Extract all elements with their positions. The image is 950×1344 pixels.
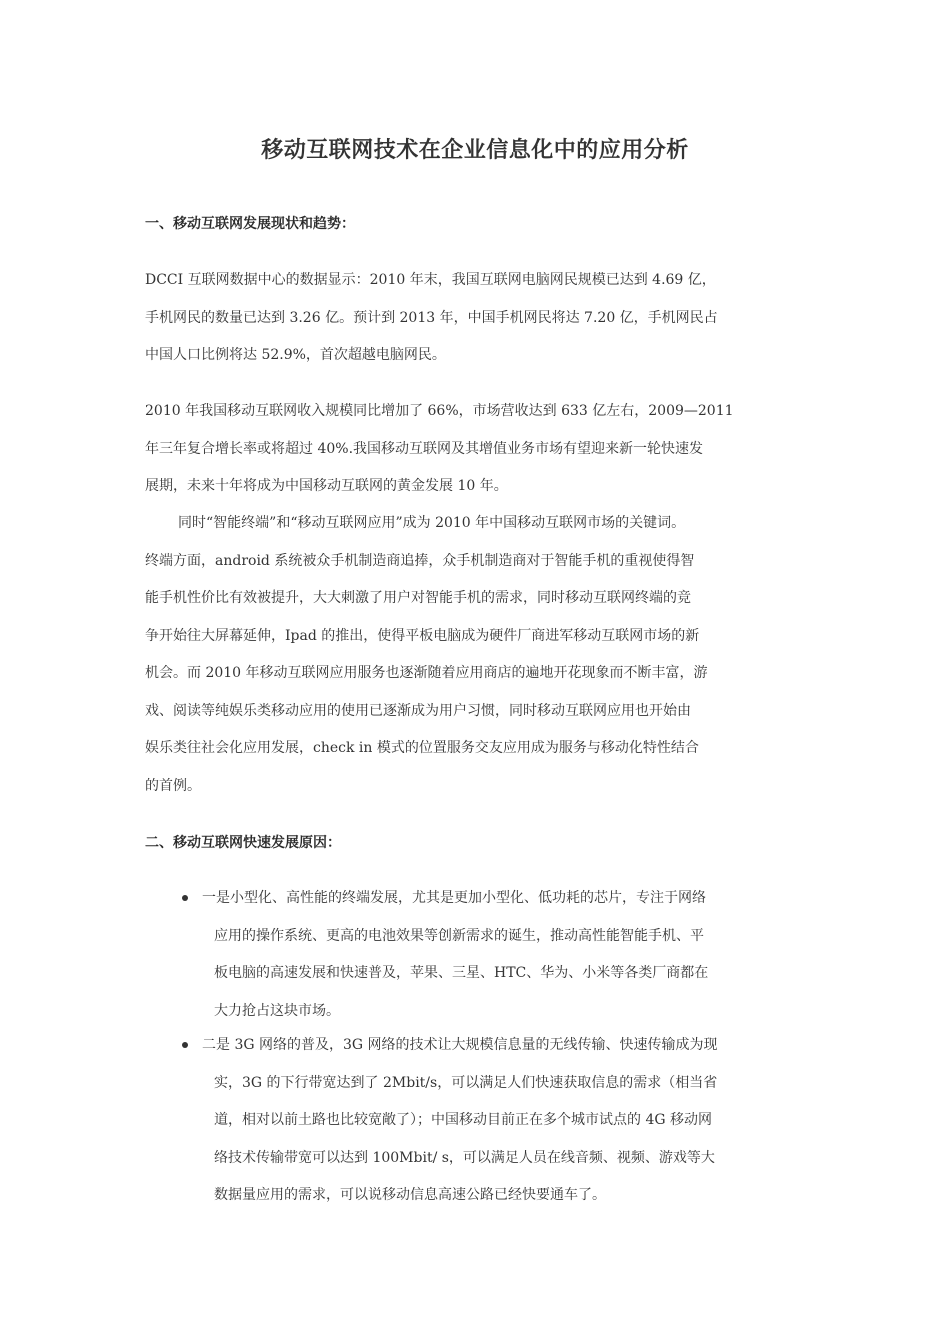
document-title: 移动互联网技术在企业信息化中的应用分析 bbox=[261, 138, 689, 163]
paragraph-line: 能手机性价比有效被提升，大大刺激了用户对智能手机的需求，同时移动互联网终端的竞 bbox=[145, 590, 691, 606]
section-heading-2: 二、移动互联网快速发展原因： bbox=[145, 835, 341, 851]
paragraph-line: 娱乐类往社会化应用发展，check in 模式的位置服务交友应用成为服务与移动化特性结合 bbox=[145, 740, 699, 756]
paragraph-line: 2010 年我国移动互联网收入规模同比增加了 66%，市场营收达到 633 亿左右，2009—2011 bbox=[145, 403, 734, 419]
section-heading-1: 一、移动互联网发展现状和趋势： bbox=[145, 216, 355, 232]
bullet-line: 络技术传输带宽可以达到 100Mbit/ s，可以满足人员在线音频、视频、游戏等大 bbox=[214, 1149, 715, 1166]
paragraph-line: 争开始往大屏幕延伸，Ipad 的推出，使得平板电脑成为硬件厂商进军移动互联网市场的新 bbox=[145, 627, 700, 644]
paragraph-line: 终端方面，android 系统被众手机制造商追捧，众手机制造商对于智能手机的重视使得智 bbox=[145, 552, 695, 569]
bullet-line: 数据量应用的需求，可以说移动信息高速公路已经快要通车了。 bbox=[214, 1187, 606, 1203]
paragraph-line: 机会。而 2010 年移动互联网应用服务也逐渐随着应用商店的遍地开花现象而不断丰富，游 bbox=[145, 665, 708, 681]
bullet-line: 实，3G 的下行带宽达到了 2Mbit/s，可以满足人们快速获取信息的需求（相当省 bbox=[214, 1074, 718, 1091]
paragraph-line: 手机网民的数量已达到 3.26 亿。预计到 2013 年，中国手机网民将达 7.20 亿，手机网民占 bbox=[145, 309, 718, 326]
bullet-line: 应用的操作系统、更高的电池效果等创新需求的诞生，推动高性能智能手机、平 bbox=[214, 927, 704, 944]
paragraph-line: DCCI 互联网数据中心的数据显示：2010 年末，我国互联网电脑网民规模已达到 4.69 亿， bbox=[145, 272, 716, 288]
bullet-line: 二是 3G 网络的普及，3G 网络的技术让大规模信息量的无线传输、快速传输成为现 bbox=[202, 1037, 718, 1053]
paragraph-2 bbox=[145, 393, 805, 506]
bullet-line: 板电脑的高速发展和快速普及，苹果、三星、HTC、华为、小米等各类厂商都在 bbox=[214, 965, 709, 981]
bullet-line: 大力抢占这块市场。 bbox=[214, 1002, 340, 1019]
bullet-item-2 bbox=[182, 1027, 812, 1215]
bullet-dot-icon bbox=[182, 895, 188, 901]
paragraph-1 bbox=[145, 262, 805, 375]
bullet-item-1 bbox=[182, 880, 812, 1030]
paragraph-line: 展期，未来十年将成为中国移动互联网的黄金发展 10 年。 bbox=[145, 478, 508, 494]
paragraph-3 bbox=[145, 505, 805, 805]
paragraph-line: 年三年复合增长率或将超过 40%.我国移动互联网及其增值业务市场有望迎来新一轮快速发 bbox=[145, 440, 704, 457]
paragraph-line: 同时“智能终端”和“移动互联网应用”成为 2010 年中国移动互联网市场的关键词。 bbox=[178, 515, 686, 531]
bullet-dot-icon bbox=[182, 1042, 188, 1048]
paragraph-line: 的首例。 bbox=[145, 777, 201, 794]
bullet-line: 一是小型化、高性能的终端发展，尤其是更加小型化、低功耗的芯片，专注于网络 bbox=[202, 890, 706, 906]
bullet-line: 道，相对以前土路也比较宽敞了）；中国移动目前正在多个城市试点的 4G 移动网 bbox=[214, 1112, 712, 1128]
paragraph-line: 中国人口比例将达 52.9%，首次超越电脑网民。 bbox=[145, 347, 446, 363]
paragraph-line: 戏、阅读等纯娱乐类移动应用的使用已逐渐成为用户习惯，同时移动互联网应用也开始由 bbox=[145, 702, 691, 719]
